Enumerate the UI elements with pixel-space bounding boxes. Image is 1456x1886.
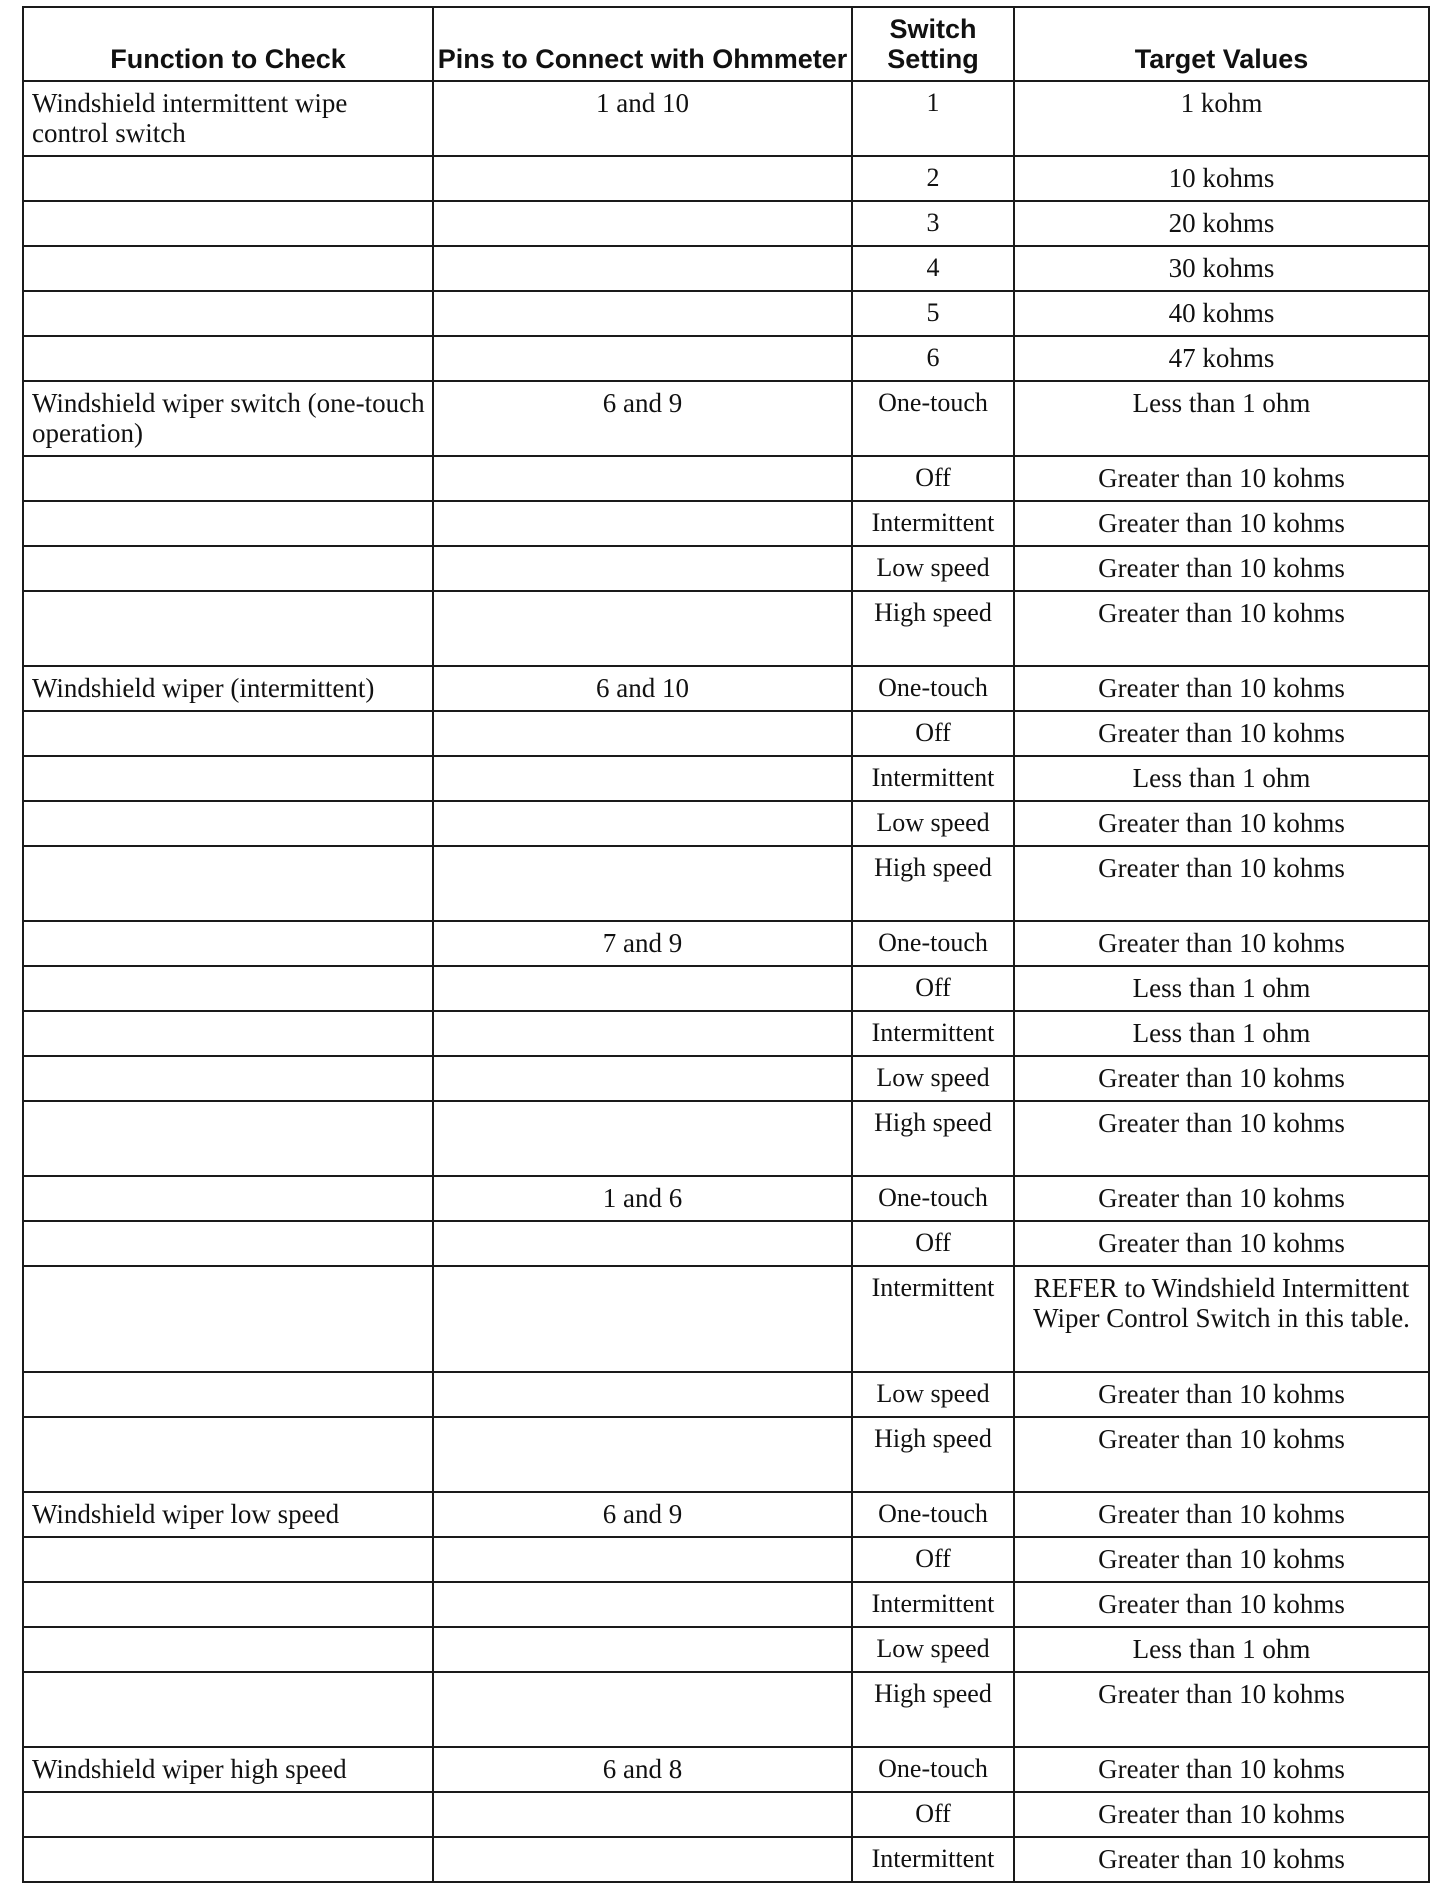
table-row — [23, 846, 1429, 921]
target-value-cell: Greater than 10 kohms — [1014, 1537, 1429, 1582]
target-value-cell: Greater than 10 kohms — [1014, 711, 1429, 756]
pins-cell — [433, 1266, 852, 1372]
table-row — [23, 1792, 1429, 1837]
target-value-cell: 30 kohms — [1014, 246, 1429, 291]
function-cell — [23, 1176, 433, 1221]
switch-setting-cell: Low speed — [852, 546, 1014, 591]
function-cell: Windshield wiper switch (one-touch operation) — [23, 381, 433, 456]
target-value-cell: REFER to Windshield Intermittent Wiper Control Switch in this table. — [1014, 1266, 1429, 1372]
table-body — [23, 81, 1429, 1882]
switch-setting-cell: Off — [852, 966, 1014, 1011]
table-row — [23, 1266, 1429, 1372]
target-value-cell: Greater than 10 kohms — [1014, 801, 1429, 846]
function-cell — [23, 756, 433, 801]
target-value-cell: Less than 1 ohm — [1014, 966, 1429, 1011]
pins-cell — [433, 1011, 852, 1056]
switch-setting-cell: High speed — [852, 846, 1014, 921]
pins-cell — [433, 546, 852, 591]
table-row — [23, 666, 1429, 711]
header-row — [23, 7, 1429, 81]
target-value-cell: Greater than 10 kohms — [1014, 591, 1429, 666]
target-value-cell: 1 kohm — [1014, 81, 1429, 156]
function-cell: Windshield intermittent wipe control switch — [23, 81, 433, 156]
pins-cell — [433, 156, 852, 201]
pins-cell — [433, 1582, 852, 1627]
target-value-cell: Less than 1 ohm — [1014, 381, 1429, 456]
function-cell — [23, 846, 433, 921]
function-cell — [23, 1837, 433, 1882]
switch-setting-cell: One-touch — [852, 666, 1014, 711]
table-row — [23, 801, 1429, 846]
target-value-cell: Greater than 10 kohms — [1014, 1492, 1429, 1537]
target-value-cell: Greater than 10 kohms — [1014, 1372, 1429, 1417]
table-row — [23, 336, 1429, 381]
function-cell — [23, 246, 433, 291]
target-value-cell: Greater than 10 kohms — [1014, 501, 1429, 546]
pins-cell — [433, 336, 852, 381]
switch-setting-cell: High speed — [852, 1417, 1014, 1492]
switch-setting-cell: Intermittent — [852, 756, 1014, 801]
switch-setting-cell: 3 — [852, 201, 1014, 246]
target-value-cell: Greater than 10 kohms — [1014, 666, 1429, 711]
pins-cell — [433, 1672, 852, 1747]
function-cell: Windshield wiper low speed — [23, 1492, 433, 1537]
switch-setting-cell: Low speed — [852, 1056, 1014, 1101]
target-value-cell: Less than 1 ohm — [1014, 1627, 1429, 1672]
function-cell — [23, 336, 433, 381]
switch-setting-cell: High speed — [852, 591, 1014, 666]
table-row — [23, 1011, 1429, 1056]
function-cell — [23, 966, 433, 1011]
function-cell: Windshield wiper high speed — [23, 1747, 433, 1792]
pins-cell — [433, 591, 852, 666]
pins-cell: 6 and 9 — [433, 381, 852, 456]
pins-cell: 6 and 8 — [433, 1747, 852, 1792]
header-switch-setting: Switch Setting — [852, 7, 1014, 81]
target-value-cell: Greater than 10 kohms — [1014, 846, 1429, 921]
table-row — [23, 546, 1429, 591]
target-value-cell: 47 kohms — [1014, 336, 1429, 381]
pins-cell: 6 and 10 — [433, 666, 852, 711]
switch-setting-cell: Off — [852, 1792, 1014, 1837]
switch-setting-cell: Off — [852, 711, 1014, 756]
function-cell: Windshield wiper (intermittent) — [23, 666, 433, 711]
function-cell — [23, 501, 433, 546]
table-row — [23, 1672, 1429, 1747]
switch-setting-cell: Low speed — [852, 1372, 1014, 1417]
table-row — [23, 591, 1429, 666]
table-row — [23, 201, 1429, 246]
table-row — [23, 291, 1429, 336]
table-row — [23, 966, 1429, 1011]
pins-cell — [433, 201, 852, 246]
switch-setting-cell: Intermittent — [852, 1582, 1014, 1627]
switch-setting-cell: Intermittent — [852, 1266, 1014, 1372]
pins-cell — [433, 846, 852, 921]
pins-cell — [433, 1792, 852, 1837]
table-row — [23, 756, 1429, 801]
switch-setting-cell: 6 — [852, 336, 1014, 381]
switch-setting-cell: High speed — [852, 1672, 1014, 1747]
function-cell — [23, 1417, 433, 1492]
target-value-cell: Greater than 10 kohms — [1014, 1582, 1429, 1627]
target-value-cell: Greater than 10 kohms — [1014, 1176, 1429, 1221]
pins-cell: 7 and 9 — [433, 921, 852, 966]
switch-setting-cell: One-touch — [852, 1176, 1014, 1221]
function-cell — [23, 546, 433, 591]
pins-cell: 1 and 10 — [433, 81, 852, 156]
target-value-cell: Greater than 10 kohms — [1014, 1672, 1429, 1747]
table-row — [23, 501, 1429, 546]
table-row — [23, 711, 1429, 756]
target-value-cell: Greater than 10 kohms — [1014, 1221, 1429, 1266]
table-row — [23, 1747, 1429, 1792]
pins-cell — [433, 801, 852, 846]
function-cell — [23, 1672, 433, 1747]
target-value-cell: Less than 1 ohm — [1014, 756, 1429, 801]
ohmmeter-check-table — [22, 6, 1430, 1883]
switch-setting-cell: One-touch — [852, 1747, 1014, 1792]
switch-setting-cell: Low speed — [852, 801, 1014, 846]
target-value-cell: Greater than 10 kohms — [1014, 1747, 1429, 1792]
switch-setting-cell: Intermittent — [852, 1011, 1014, 1056]
pins-cell: 6 and 9 — [433, 1492, 852, 1537]
pins-cell — [433, 1417, 852, 1492]
table-row — [23, 1537, 1429, 1582]
switch-setting-cell: High speed — [852, 1101, 1014, 1176]
pins-cell — [433, 711, 852, 756]
function-cell — [23, 711, 433, 756]
function-cell — [23, 1101, 433, 1176]
switch-setting-cell: 2 — [852, 156, 1014, 201]
target-value-cell: 10 kohms — [1014, 156, 1429, 201]
function-cell — [23, 291, 433, 336]
function-cell — [23, 156, 433, 201]
switch-setting-cell: 5 — [852, 291, 1014, 336]
table-row — [23, 1176, 1429, 1221]
function-cell — [23, 1582, 433, 1627]
switch-setting-cell: One-touch — [852, 921, 1014, 966]
table-row — [23, 81, 1429, 156]
pins-cell — [433, 1101, 852, 1176]
header-function-to-check: Function to Check — [23, 7, 433, 81]
function-cell — [23, 1627, 433, 1672]
target-value-cell: Greater than 10 kohms — [1014, 1101, 1429, 1176]
function-cell — [23, 456, 433, 501]
switch-setting-cell: One-touch — [852, 1492, 1014, 1537]
pins-cell: 1 and 6 — [433, 1176, 852, 1221]
switch-setting-cell: Off — [852, 1537, 1014, 1582]
switch-setting-cell: One-touch — [852, 381, 1014, 456]
target-value-cell: Less than 1 ohm — [1014, 1011, 1429, 1056]
function-cell — [23, 801, 433, 846]
target-value-cell: Greater than 10 kohms — [1014, 546, 1429, 591]
pins-cell — [433, 1627, 852, 1672]
pins-cell — [433, 456, 852, 501]
target-value-cell: Greater than 10 kohms — [1014, 1792, 1429, 1837]
pins-cell — [433, 966, 852, 1011]
table-row — [23, 246, 1429, 291]
table-row — [23, 1221, 1429, 1266]
function-cell — [23, 1056, 433, 1101]
target-value-cell: Greater than 10 kohms — [1014, 921, 1429, 966]
function-cell — [23, 201, 433, 246]
switch-setting-cell: Intermittent — [852, 1837, 1014, 1882]
function-cell — [23, 1011, 433, 1056]
switch-setting-cell: Low speed — [852, 1627, 1014, 1672]
table-row — [23, 1837, 1429, 1882]
table-row — [23, 921, 1429, 966]
table-row — [23, 156, 1429, 201]
target-value-cell: Greater than 10 kohms — [1014, 1056, 1429, 1101]
table-row — [23, 1492, 1429, 1537]
switch-setting-cell: Off — [852, 1221, 1014, 1266]
header-target-values: Target Values — [1014, 7, 1429, 81]
header-pins-to-connect: Pins to Connect with Ohmmeter — [433, 7, 852, 81]
switch-setting-cell: Off — [852, 456, 1014, 501]
table-row — [23, 381, 1429, 456]
function-cell — [23, 1372, 433, 1417]
table-row — [23, 1101, 1429, 1176]
function-cell — [23, 1537, 433, 1582]
target-value-cell: 40 kohms — [1014, 291, 1429, 336]
pins-cell — [433, 246, 852, 291]
target-value-cell: Greater than 10 kohms — [1014, 456, 1429, 501]
pins-cell — [433, 1372, 852, 1417]
pins-cell — [433, 501, 852, 546]
target-value-cell: Greater than 10 kohms — [1014, 1837, 1429, 1882]
table-row — [23, 1627, 1429, 1672]
target-value-cell: 20 kohms — [1014, 201, 1429, 246]
pins-cell — [433, 291, 852, 336]
pins-cell — [433, 1221, 852, 1266]
pins-cell — [433, 1537, 852, 1582]
function-cell — [23, 1221, 433, 1266]
table-row — [23, 1372, 1429, 1417]
switch-setting-cell: Intermittent — [852, 501, 1014, 546]
pins-cell — [433, 1056, 852, 1101]
pins-cell — [433, 1837, 852, 1882]
switch-setting-cell: 1 — [852, 81, 1014, 156]
pins-cell — [433, 756, 852, 801]
function-cell — [23, 1266, 433, 1372]
function-cell — [23, 921, 433, 966]
table-row — [23, 456, 1429, 501]
table-row — [23, 1582, 1429, 1627]
table-row — [23, 1417, 1429, 1492]
table-row — [23, 1056, 1429, 1101]
function-cell — [23, 591, 433, 666]
function-cell — [23, 1792, 433, 1837]
target-value-cell: Greater than 10 kohms — [1014, 1417, 1429, 1492]
switch-setting-cell: 4 — [852, 246, 1014, 291]
